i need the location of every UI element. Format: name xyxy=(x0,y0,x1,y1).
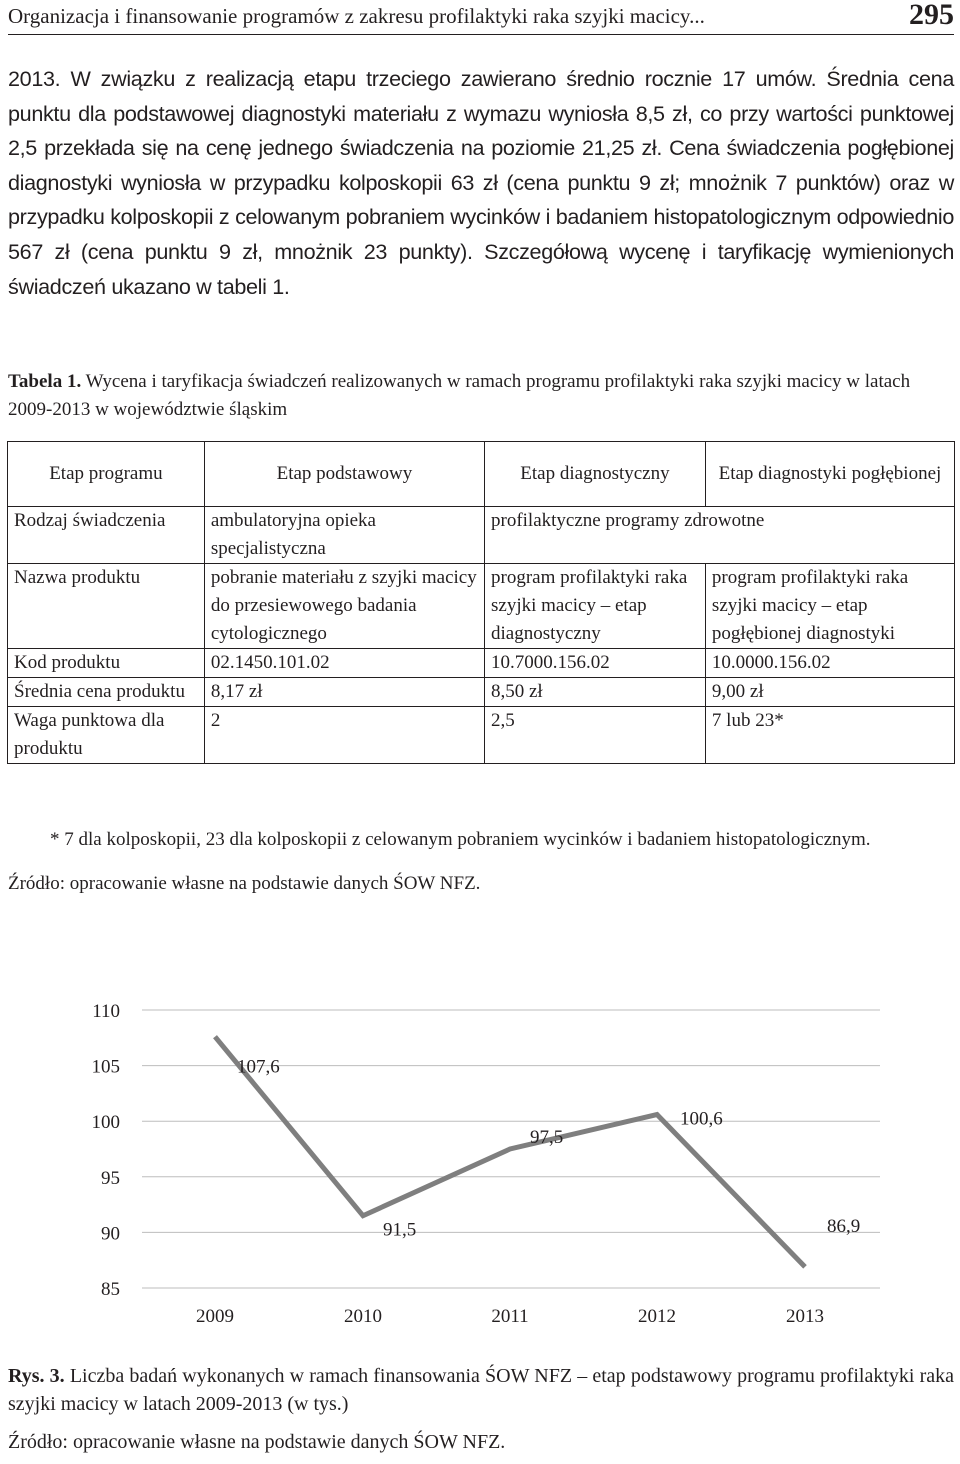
header-cell: Etap podstawowy xyxy=(204,442,484,507)
table-cell: program profilaktyki raka szyjki macicy – etap pogłębionej diagnostyki xyxy=(705,564,954,649)
x-tick-label: 2012 xyxy=(638,1306,676,1327)
table-cell: 10.7000.156.02 xyxy=(485,649,706,678)
table-row xyxy=(8,678,955,707)
table-cell: ambulatoryjna opieka specjalistyczna xyxy=(204,507,484,564)
figure-caption-label: Rys. 3. xyxy=(8,1365,65,1387)
figure-caption xyxy=(8,1362,954,1456)
y-axis-ticks xyxy=(92,1001,121,1300)
x-tick-label: 2011 xyxy=(491,1306,529,1327)
x-tick-label: 2013 xyxy=(786,1306,824,1327)
table-cell: 8,50 zł xyxy=(485,678,706,707)
table-row xyxy=(8,649,955,678)
data-label: 91,5 xyxy=(383,1219,417,1241)
table-notes xyxy=(8,826,954,898)
body-paragraph-text: 2013. W związku z realizacją etapu trzeciego zawierano średnio rocznie 17 umów. Średnia cena punktu dla podstawowej diagnostyki materiału z wymazu wyniosła 8,5 zł, co przy wartości punktowej 2,5 przekłada się na cenę jednego świadczenia na poziomie 21,25 zł. Cena świadczenia pogłębionej diagnostyki wyniosła w przypadku kolposkopii 63 zł (cena punktu 9 zł; mnożnik 7 punktów) oraz w przypadku kolposkopii z celowanym pobraniem wycinków i badaniem histopatologicznym odpowiednio 567 zł (cena punktu 9 zł, mnożnik 23 punkty). Szczegółową wycenę i taryfikację wymienionych świadczeń ukazano w tabeli 1. xyxy=(8,66,954,299)
table-row xyxy=(8,707,955,764)
table-cell: 7 lub 23* xyxy=(705,707,954,764)
x-tick-label: 2009 xyxy=(196,1306,234,1327)
table-cell: 8,17 zł xyxy=(204,678,484,707)
figure-caption-text: Liczba badań wykonanych w ramach finansowania ŚOW NFZ – etap podstawowy programu profilaktyki raka szyjki macicy w latach 2009-2013 (w tys.) xyxy=(8,1365,954,1415)
table-cell: pobranie materiału z szyjki macicy do przesiewowego badania cytologicznego xyxy=(204,564,484,649)
data-labels xyxy=(237,1057,860,1241)
table-row xyxy=(8,507,955,564)
header-cell: Etap diagnostyczny xyxy=(485,442,706,507)
page-header xyxy=(8,0,954,35)
line-chart xyxy=(0,990,960,1350)
y-tick-label: 100 xyxy=(91,1112,120,1134)
table-header-row xyxy=(8,442,955,507)
table-row xyxy=(8,564,955,649)
y-tick-label: 105 xyxy=(91,1056,120,1078)
x-tick-label: 2010 xyxy=(344,1306,382,1327)
data-label: 100,6 xyxy=(680,1108,723,1130)
table-cell: 02.1450.101.02 xyxy=(204,649,484,678)
y-tick-label: 90 xyxy=(101,1223,120,1245)
table-cell: 2,5 xyxy=(485,707,706,764)
table-caption-label: Tabela 1. xyxy=(8,371,82,392)
x-axis-ticks xyxy=(196,1306,824,1327)
page-number: 295 xyxy=(909,0,954,31)
running-title: Organizacja i finansowanie programów z zakresu profilaktyki raka szyjki macicy... xyxy=(8,4,705,28)
row-label: Rodzaj świadczenia xyxy=(8,507,205,564)
table-cell: program profilaktyki raka szyjki macicy – etap diagnostyczny xyxy=(485,564,706,649)
header-cell: Etap programu xyxy=(8,442,205,507)
pricing-table xyxy=(7,441,955,764)
row-label: Średnia cena produktu xyxy=(8,678,205,707)
table-caption-text: Wycena i taryfikacja świadczeń realizowanych w ramach programu profilaktyki raka szyjki macicy w latach 2009-2013 w województwie śląskim xyxy=(8,371,911,420)
row-label: Nazwa produktu xyxy=(8,564,205,649)
y-tick-label: 110 xyxy=(92,1001,120,1022)
table-cell: 2 xyxy=(204,707,484,764)
data-label: 97,5 xyxy=(530,1127,564,1148)
data-label: 107,6 xyxy=(237,1056,280,1078)
figure-source: Źródło: opracowanie własne na podstawie danych ŚOW NFZ. xyxy=(8,1431,506,1453)
body-paragraph xyxy=(8,62,954,304)
table-cell-merged: profilaktyczne programy zdrowotne xyxy=(485,507,955,564)
table-cell: 10.0000.156.02 xyxy=(705,649,954,678)
table-caption xyxy=(8,368,954,424)
y-tick-label: 95 xyxy=(101,1167,120,1189)
row-label: Kod produktu xyxy=(8,649,205,678)
row-label: Waga punktowa dla produktu xyxy=(8,707,205,764)
data-label: 86,9 xyxy=(827,1215,861,1237)
y-tick-label: 85 xyxy=(101,1279,120,1300)
table-source: Źródło: opracowanie własne na podstawie danych ŚOW NFZ. xyxy=(8,873,481,894)
table-footnote: * 7 dla kolposkopii, 23 dla kolposkopii z celowanym pobraniem wycinków i badaniem histopatologicznym. xyxy=(50,829,871,850)
table-cell: 9,00 zł xyxy=(705,678,954,707)
header-cell: Etap diagnostyki pogłębionej xyxy=(705,442,954,507)
